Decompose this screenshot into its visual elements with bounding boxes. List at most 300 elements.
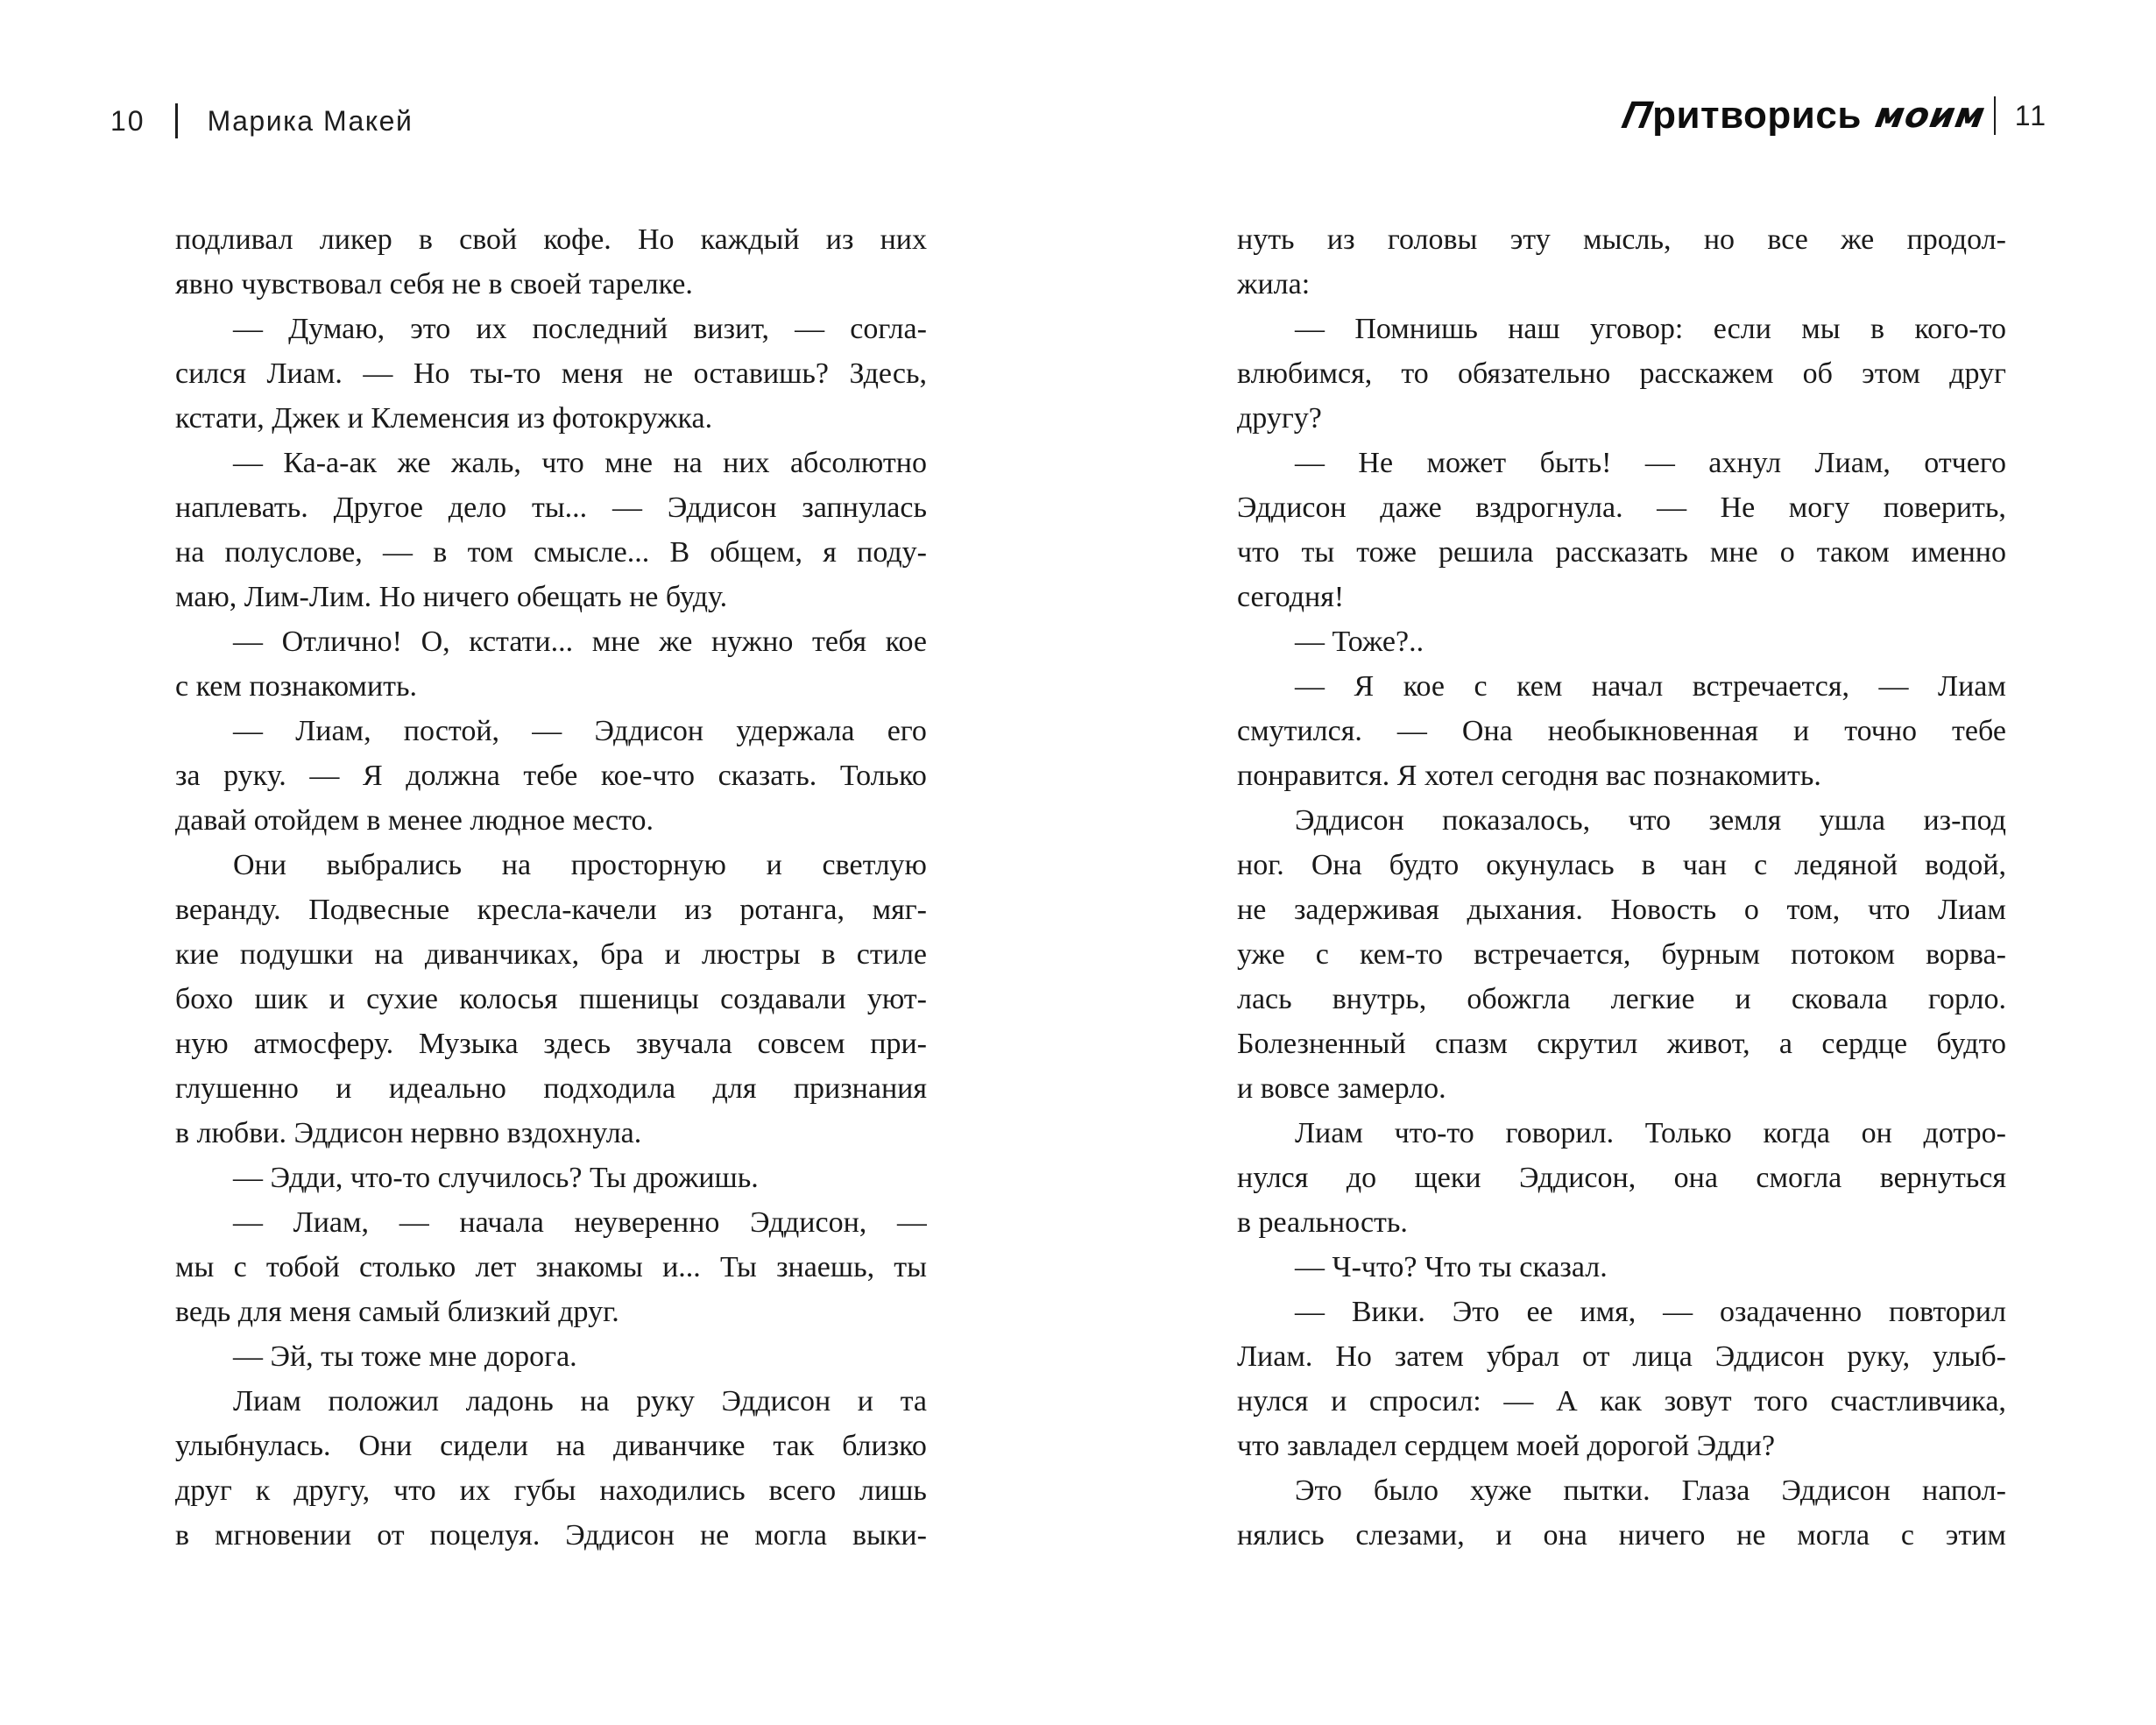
word: ничего	[1618, 1519, 1706, 1552]
text-line	[1237, 217, 2006, 262]
word: с	[1474, 670, 1488, 703]
word: озадаченно	[1719, 1296, 1863, 1328]
word: жаль,	[451, 447, 521, 479]
word: до	[1346, 1162, 1377, 1194]
word: не	[643, 357, 674, 390]
word: должна	[406, 760, 500, 792]
word: —	[1295, 670, 1325, 703]
word: друг	[175, 1474, 232, 1507]
word: близко	[842, 1430, 927, 1462]
word: уют-	[866, 983, 927, 1015]
word: того	[1754, 1385, 1808, 1417]
page-number-left: 10	[110, 104, 145, 137]
word: и	[664, 938, 681, 971]
word: Помнишь	[1354, 313, 1478, 345]
word: могу	[1788, 491, 1850, 524]
word: мгновении	[215, 1519, 352, 1552]
word: Лиам	[233, 1385, 301, 1417]
word: с	[1900, 1519, 1914, 1552]
word: —	[363, 357, 393, 390]
word: положил	[328, 1385, 440, 1417]
word: Эддисон	[594, 715, 704, 747]
book-title-logo	[1615, 94, 1862, 138]
word: он	[1861, 1117, 1892, 1149]
word: быть!	[1539, 447, 1612, 479]
word: и	[329, 983, 345, 1015]
word: сердце	[1821, 1028, 1908, 1060]
word: постой,	[403, 715, 500, 747]
word: как	[1600, 1385, 1642, 1417]
word: подливал	[175, 223, 293, 256]
word: смысле...	[534, 536, 650, 569]
text-line	[175, 485, 927, 530]
word: —	[233, 715, 263, 747]
word: что	[1628, 804, 1672, 837]
word: что	[393, 1474, 436, 1507]
word: сился	[175, 357, 246, 390]
text-line	[175, 1245, 927, 1290]
word: меня	[561, 357, 624, 390]
word: —	[1644, 447, 1675, 479]
word: в	[418, 223, 433, 256]
logo-title-moim: моим	[1871, 95, 1989, 136]
word: в	[433, 536, 448, 569]
word: колосья	[459, 983, 558, 1015]
word: показалось,	[1442, 804, 1591, 837]
word: люстры	[701, 938, 801, 971]
word: легкие	[1610, 983, 1695, 1015]
word: кое	[885, 626, 927, 658]
word: Но	[1335, 1340, 1372, 1373]
text-line	[175, 619, 927, 664]
text-line: — Эй, ты тоже мне дорога.	[233, 1340, 577, 1373]
word: веранду.	[175, 894, 281, 926]
text-line	[1237, 1379, 2006, 1424]
word: нуть	[1237, 223, 1295, 256]
word: будто	[1936, 1028, 2006, 1060]
word: Лиам,	[295, 715, 371, 747]
text-line: другу?	[1237, 402, 1322, 435]
word: затем	[1394, 1340, 1464, 1373]
word: кстати...	[469, 626, 574, 658]
word: начал	[1591, 670, 1664, 703]
word: Эддисон,	[1519, 1162, 1636, 1194]
text-line: кстати, Джек и Клеменсия из фотокружка.	[175, 402, 713, 435]
word: ликер	[319, 223, 392, 256]
text-line	[1237, 1111, 2006, 1156]
word: тебе	[523, 760, 578, 792]
word: Новость	[1610, 894, 1717, 926]
word: согла-	[850, 313, 927, 345]
word: смогла	[1756, 1162, 1842, 1194]
word: последний	[532, 313, 668, 345]
word: поцелуя.	[429, 1519, 541, 1552]
word: Думаю,	[288, 313, 385, 345]
word: Только	[1644, 1117, 1732, 1149]
word: —	[1878, 670, 1909, 703]
word: кого-то	[1914, 313, 2006, 345]
word: Она	[1461, 715, 1513, 747]
page-number-right: 11	[2014, 99, 2047, 131]
word: что-то	[1394, 1117, 1474, 1149]
word: я	[823, 536, 837, 569]
word: мы	[1801, 313, 1841, 345]
word: на	[374, 938, 404, 971]
word: ворва-	[1926, 938, 2006, 971]
text-line	[1237, 530, 2006, 575]
word: она	[1543, 1519, 1587, 1552]
word: губы	[513, 1474, 576, 1507]
word: зовут	[1664, 1385, 1732, 1417]
word: полуслове,	[224, 536, 363, 569]
text-column-left	[175, 217, 927, 1558]
word: с	[1315, 938, 1329, 971]
word: знаешь,	[776, 1251, 875, 1283]
word: повторил	[1888, 1296, 2006, 1328]
word: бра	[600, 938, 644, 971]
word: было	[1373, 1474, 1439, 1507]
word: сухие	[366, 983, 439, 1015]
word: может	[1426, 447, 1507, 479]
text-line: — Тоже?..	[1295, 626, 1424, 658]
word: задерживая	[1293, 894, 1439, 926]
word: не	[699, 1519, 730, 1552]
text-line	[175, 530, 927, 575]
text-line: в любви. Эддисон нервно вздохнула.	[175, 1117, 642, 1149]
word: щеки	[1414, 1162, 1481, 1194]
word: тебя	[812, 626, 867, 658]
word: горло.	[1927, 983, 2006, 1015]
header-divider-right	[1994, 96, 1996, 135]
word: ног.	[1237, 849, 1284, 881]
word: от	[377, 1519, 405, 1552]
word: нулся	[1237, 1385, 1309, 1417]
word: то	[1401, 357, 1429, 390]
word: обожгла	[1467, 983, 1571, 1015]
word: мне	[604, 447, 654, 479]
word: на	[501, 849, 532, 881]
word: к	[255, 1474, 271, 1507]
word: О,	[421, 626, 450, 658]
text-line	[175, 932, 927, 977]
word: диванчиках,	[424, 938, 580, 971]
word: и	[857, 1385, 873, 1417]
word: общем,	[710, 536, 802, 569]
word: их	[476, 313, 507, 345]
word: абсолютно	[789, 447, 927, 479]
word: его	[887, 715, 927, 747]
word: здесь	[543, 1028, 611, 1060]
text-line	[1237, 709, 2006, 753]
word: —	[1295, 447, 1325, 479]
word: ную	[175, 1028, 229, 1060]
word: и	[1331, 1385, 1347, 1417]
word: нужно	[710, 626, 794, 658]
text-line	[175, 753, 927, 798]
text-line	[1237, 307, 2006, 351]
word: ушла	[1819, 804, 1886, 837]
word: руку,	[1847, 1340, 1911, 1373]
word: мы	[175, 1251, 215, 1283]
word: поду-	[857, 536, 927, 569]
text-line: явно чувствовал себя не в своей тарелке.	[175, 268, 693, 300]
word: —	[233, 1206, 263, 1239]
text-line	[1237, 977, 2006, 1022]
word: звучала	[635, 1028, 732, 1060]
word: Вики.	[1351, 1296, 1425, 1328]
word: просторную	[570, 849, 726, 881]
word: вздрогнула.	[1475, 491, 1623, 524]
word: Ты	[719, 1251, 757, 1283]
author-running-head: Марика Макей	[207, 104, 414, 137]
word: из	[1326, 223, 1355, 256]
text-line	[175, 1379, 927, 1424]
text-column-right	[1237, 217, 2006, 1558]
word: мне	[1709, 536, 1758, 569]
word: встречается,	[1474, 938, 1631, 971]
word: Здесь,	[849, 357, 927, 390]
word: сковала	[1791, 983, 1888, 1015]
word: если	[1713, 313, 1771, 345]
word: при-	[870, 1028, 927, 1060]
text-line: в реальность.	[1237, 1206, 1408, 1239]
word: не	[1736, 1519, 1766, 1552]
word: Эддисон	[1781, 1474, 1891, 1507]
word: чан	[1682, 849, 1728, 881]
text-line	[175, 1066, 927, 1111]
word: запнулась	[802, 491, 927, 524]
word: признания	[793, 1072, 927, 1105]
word: —	[233, 313, 263, 345]
word: уговор:	[1590, 313, 1684, 345]
word: это	[410, 313, 451, 345]
word: поверить,	[1883, 491, 2006, 524]
word: что	[1237, 536, 1280, 569]
text-line	[175, 709, 927, 753]
text-line	[1237, 664, 2006, 709]
word: продол-	[1906, 223, 2006, 256]
word: начала	[459, 1206, 544, 1239]
text-line: и вовсе замерло.	[1237, 1072, 1446, 1105]
text-line: понравится. Я хотел сегодня вас познакомить.	[1237, 760, 1821, 792]
word: что	[541, 447, 584, 479]
text-line: маю, Лим-Лим. Но ничего обещать не буду.	[175, 581, 728, 613]
word: —	[1503, 1385, 1534, 1417]
running-header-left	[110, 98, 413, 144]
word: подходила	[543, 1072, 676, 1105]
word: том	[467, 536, 513, 569]
word: —	[1657, 491, 1687, 524]
word: другу,	[293, 1474, 371, 1507]
word: дыхания.	[1467, 894, 1583, 926]
word: улыб-	[1933, 1340, 2006, 1373]
word: ладонь	[465, 1385, 554, 1417]
word: Не	[1358, 447, 1394, 479]
word: Эддисон,	[750, 1206, 867, 1239]
word: Лиам.	[1237, 1340, 1313, 1373]
word: диванчике	[613, 1430, 746, 1462]
text-line	[1237, 441, 2006, 485]
word: именно	[1911, 536, 2006, 569]
word: удержала	[736, 715, 855, 747]
word: Болезненный	[1237, 1028, 1406, 1060]
word: мяг-	[872, 894, 927, 926]
word: кем	[1516, 670, 1563, 703]
word: рассказать	[1555, 536, 1688, 569]
text-line: сегодня!	[1237, 581, 1345, 613]
text-line	[175, 887, 927, 932]
word: же	[659, 626, 693, 658]
word: ты	[894, 1251, 927, 1283]
word: шик	[254, 983, 308, 1015]
word: уже	[1237, 938, 1285, 971]
word: ты-то	[470, 357, 541, 390]
word: так	[773, 1430, 815, 1462]
word: водой,	[1925, 849, 2006, 881]
word: за	[175, 760, 201, 792]
text-line	[175, 1022, 927, 1066]
word: сказать.	[717, 760, 817, 792]
word: дотро-	[1923, 1117, 2006, 1149]
word: оставишь?	[693, 357, 829, 390]
word: Подвесные	[308, 894, 450, 926]
word: из	[825, 223, 854, 256]
text-line: — Ч-что? Что ты сказал.	[1295, 1251, 1608, 1283]
word: обязательно	[1457, 357, 1611, 390]
text-line	[1237, 798, 2006, 843]
word: Они	[233, 849, 286, 881]
word: —	[532, 715, 562, 747]
word: таком	[1816, 536, 1890, 569]
word: на	[555, 1430, 586, 1462]
word: нулся	[1237, 1162, 1309, 1194]
word: —	[1295, 313, 1325, 345]
word: решила	[1438, 536, 1534, 569]
text-line: что завладел сердцем моей дорогой Эдди?	[1237, 1430, 1776, 1462]
word: Это	[1452, 1296, 1500, 1328]
word: эту	[1509, 223, 1551, 256]
word: идеально	[388, 1072, 506, 1105]
word: но	[1703, 223, 1735, 256]
word: бурным	[1661, 938, 1761, 971]
word: о	[1779, 536, 1795, 569]
word: подушки	[239, 938, 354, 971]
word: них	[723, 447, 770, 479]
text-line	[175, 351, 927, 396]
text-line	[1237, 1468, 2006, 1513]
word: скрутил	[1537, 1028, 1638, 1060]
word: этом	[1862, 357, 1920, 390]
word: на	[175, 536, 205, 569]
word: Отлично!	[281, 626, 402, 658]
word: даже	[1380, 491, 1442, 524]
word: кие	[175, 938, 219, 971]
word: с	[233, 1251, 247, 1283]
word: вернуться	[1879, 1162, 2006, 1194]
word: кое-что	[600, 760, 696, 792]
text-line	[175, 1200, 927, 1245]
word: Эддисон	[1295, 804, 1404, 837]
word: с	[1754, 849, 1768, 881]
word: же	[397, 447, 431, 479]
word: —	[1396, 715, 1427, 747]
word: наш	[1508, 313, 1560, 345]
word: —	[612, 491, 643, 524]
word: —	[383, 536, 414, 569]
word: отчего	[1924, 447, 2006, 479]
word: выки-	[852, 1519, 927, 1552]
word: и	[766, 849, 782, 881]
word: всего	[768, 1474, 837, 1507]
word: Не	[1720, 491, 1756, 524]
text-line	[1237, 843, 2006, 887]
text-line	[175, 843, 927, 887]
word: мне	[591, 626, 640, 658]
word: ты...	[531, 491, 588, 524]
word: могла	[1797, 1519, 1870, 1552]
word: земля	[1708, 804, 1782, 837]
word: тоже	[1356, 536, 1417, 569]
word: совсем	[757, 1028, 845, 1060]
word: и	[336, 1072, 352, 1105]
word: визит,	[693, 313, 770, 345]
word: и	[1735, 983, 1751, 1015]
word: Другое	[333, 491, 423, 524]
word: от	[1582, 1340, 1610, 1373]
text-line	[175, 307, 927, 351]
word: пшеницы	[578, 983, 699, 1015]
word: влюбимся,	[1237, 357, 1373, 390]
word: нялись	[1237, 1519, 1325, 1552]
word: стиле	[856, 938, 927, 971]
text-line: давай отойдем в менее людное место.	[175, 804, 654, 837]
word: пытки.	[1563, 1474, 1651, 1507]
word: ротанга,	[739, 894, 845, 926]
word: для	[712, 1072, 757, 1105]
word: а	[1778, 1028, 1793, 1060]
word: Я	[362, 760, 383, 792]
word: когда	[1763, 1117, 1830, 1149]
text-line	[1237, 932, 2006, 977]
word: —	[399, 1206, 429, 1239]
word: ледяной	[1794, 849, 1898, 881]
text-line	[1237, 1290, 2006, 1334]
word: смутился.	[1237, 715, 1362, 747]
word: говорил.	[1505, 1117, 1615, 1149]
text-line	[175, 1468, 927, 1513]
word: находились	[599, 1474, 746, 1507]
word: в	[1870, 313, 1885, 345]
word: что	[1867, 894, 1911, 926]
word: имя,	[1580, 1296, 1636, 1328]
logo-letter-p: П	[1615, 94, 1661, 137]
word: Но	[637, 223, 675, 256]
word: напол-	[1922, 1474, 2006, 1507]
word: живот,	[1666, 1028, 1750, 1060]
word: Только	[839, 760, 927, 792]
word: —	[309, 760, 340, 792]
word: в	[821, 938, 836, 971]
word: встречается,	[1692, 670, 1850, 703]
text-line	[1237, 887, 2006, 932]
word: кресла-качели	[477, 894, 657, 926]
word: руку	[636, 1385, 695, 1417]
word: Она	[1311, 849, 1362, 881]
word: Эддисон	[565, 1519, 675, 1552]
word: Но	[413, 357, 450, 390]
word: знакомы	[535, 1251, 643, 1283]
text-line: с кем познакомить.	[175, 670, 418, 703]
